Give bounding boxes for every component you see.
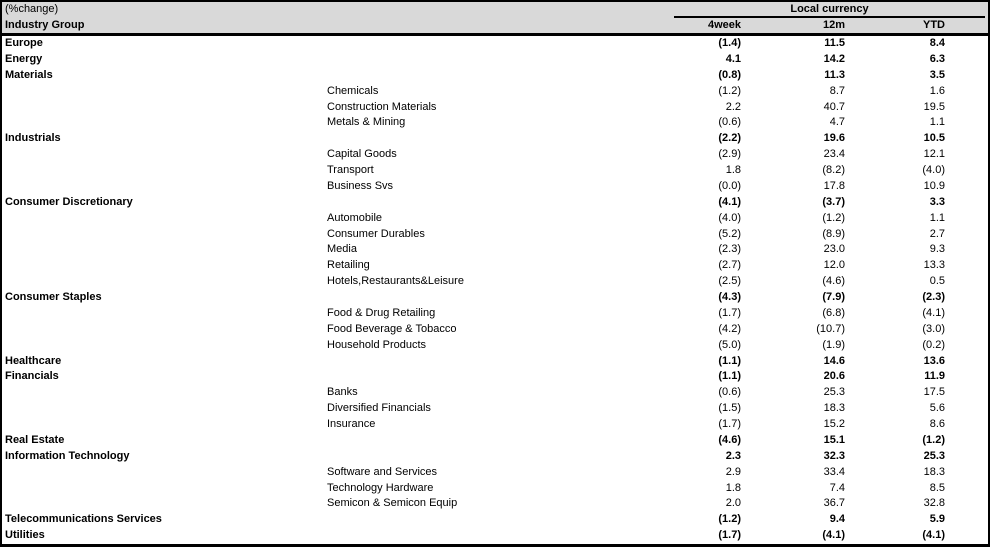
row-right-spacer (945, 385, 988, 401)
table-row (2, 449, 988, 465)
table-row (2, 68, 988, 84)
value-ytd: (4.0) (922, 164, 945, 176)
value-ytd: 13.3 (923, 259, 945, 272)
value-4week: (1.1) (718, 354, 741, 367)
industry-label: Healthcare (5, 354, 62, 367)
value-ytd: (2.3) (922, 291, 945, 303)
value-12m: (6.8) (822, 306, 845, 319)
value-4week: (5.0) (718, 338, 741, 351)
header-row-currency (2, 2, 988, 18)
table-row (2, 290, 988, 306)
value-ytd: 2.7 (929, 227, 945, 240)
row-right-spacer (945, 147, 988, 163)
value-12m: 8.7 (829, 84, 845, 97)
column-header-4week: 4week (707, 19, 741, 31)
table-row (2, 211, 988, 227)
row-right-spacer (945, 52, 988, 68)
industry-label: Consumer Discretionary (5, 195, 133, 208)
table-row (2, 52, 988, 68)
industry-label: Capital Goods (327, 148, 397, 161)
industry-label: Real Estate (5, 433, 65, 446)
table-row (2, 512, 988, 528)
table-row (2, 84, 988, 100)
industry-label: Utilities (5, 529, 45, 542)
value-ytd: (4.1) (922, 529, 945, 542)
value-4week: (1.2) (718, 84, 741, 97)
value-ytd: 10.9 (923, 179, 945, 192)
value-ytd: 6.3 (929, 52, 945, 65)
value-12m: 4.7 (829, 116, 845, 129)
value-ytd: 13.6 (923, 354, 945, 367)
value-12m: 15.2 (823, 418, 845, 430)
industry-label: Transport (327, 164, 374, 176)
value-12m: 14.6 (823, 354, 845, 367)
value-12m: 19.6 (823, 132, 845, 145)
value-4week: (2.5) (718, 275, 741, 288)
industry-label: Energy (5, 52, 43, 65)
value-4week: (1.4) (718, 37, 741, 49)
table-row (2, 369, 988, 385)
value-12m: 7.4 (829, 481, 845, 494)
value-12m: 33.4 (823, 465, 845, 478)
value-12m: 12.0 (823, 259, 845, 272)
industry-label: Telecommunications Services (5, 513, 162, 526)
industry-label: Materials (5, 68, 53, 81)
row-right-spacer (945, 179, 988, 195)
value-4week: (1.7) (718, 306, 741, 319)
value-12m: 32.3 (823, 449, 845, 462)
row-right-spacer (945, 227, 988, 243)
industry-label: Industrials (5, 132, 61, 145)
industry-label: Consumer Staples (5, 291, 102, 303)
row-right-spacer (945, 401, 988, 417)
industry-label: Semicon & Semicon Equip (327, 497, 458, 510)
value-ytd: 3.5 (929, 68, 945, 81)
row-right-spacer (945, 338, 988, 354)
value-4week: (1.5) (718, 402, 741, 415)
value-12m: 11.3 (824, 68, 845, 81)
value-4week: 4.1 (725, 52, 741, 65)
value-4week: (1.7) (718, 418, 741, 430)
value-ytd: 25.3 (923, 449, 945, 462)
row-right-spacer (945, 163, 988, 179)
value-ytd: 8.5 (929, 481, 945, 494)
industry-label: Business Svs (327, 179, 394, 192)
value-ytd: 5.6 (929, 402, 945, 415)
industry-label: Metals & Mining (327, 116, 406, 129)
value-4week: 2.9 (725, 465, 741, 478)
industry-label: Europe (5, 37, 43, 49)
row-right-spacer (945, 84, 988, 100)
table-body (2, 36, 988, 544)
value-4week: (0.6) (718, 116, 741, 129)
value-4week: 2.2 (725, 100, 741, 113)
industry-label: Media (327, 243, 357, 256)
industry-label: Household Products (327, 338, 427, 351)
value-4week: (0.0) (718, 179, 741, 192)
table-row (2, 433, 988, 449)
row-right-spacer (945, 131, 988, 147)
value-ytd: 1.1 (929, 116, 945, 129)
table-row (2, 100, 988, 116)
value-ytd: 32.8 (923, 497, 945, 510)
table-row (2, 115, 988, 131)
value-12m: 9.4 (829, 513, 845, 526)
table-row (2, 385, 988, 401)
value-12m: 14.2 (823, 52, 845, 65)
column-header-ytd: YTD (923, 19, 945, 31)
value-ytd: 12.1 (923, 148, 945, 161)
table-row (2, 417, 988, 433)
row-right-spacer (945, 322, 988, 338)
value-ytd: 11.9 (924, 370, 945, 383)
table-row (2, 131, 988, 147)
value-ytd: 9.3 (929, 243, 945, 256)
value-4week: 1.8 (725, 481, 741, 494)
table-row (2, 147, 988, 163)
value-12m: (3.7) (822, 195, 845, 208)
table-header (2, 2, 988, 36)
value-12m: 17.8 (823, 179, 845, 192)
row-right-spacer (945, 195, 988, 211)
row-right-spacer (945, 115, 988, 131)
table-row (2, 322, 988, 338)
value-ytd: (4.1) (922, 306, 945, 319)
row-right-spacer (945, 68, 988, 84)
value-12m: (4.1) (822, 529, 845, 542)
row-right-spacer (945, 528, 988, 544)
row-right-spacer (945, 465, 988, 481)
industry-group-column-header: Industry Group (5, 19, 85, 31)
row-right-spacer (945, 36, 988, 52)
value-12m: 15.1 (823, 433, 845, 446)
industry-label: Automobile (327, 211, 383, 224)
value-4week: (4.3) (718, 291, 741, 303)
value-12m: (1.2) (822, 211, 845, 224)
table-row (2, 36, 988, 52)
value-12m: 25.3 (823, 386, 845, 399)
row-right-spacer (945, 369, 988, 385)
value-ytd: 5.9 (929, 513, 945, 526)
row-right-spacer (945, 481, 988, 497)
value-12m: (1.9) (822, 338, 845, 351)
value-12m: 18.3 (823, 402, 845, 415)
value-ytd: 0.5 (929, 275, 945, 288)
value-4week: (2.2) (718, 132, 741, 145)
value-ytd: 1.1 (929, 211, 945, 224)
table-row (2, 274, 988, 290)
row-right-spacer (945, 258, 988, 274)
industry-label: Insurance (327, 418, 376, 430)
value-4week: (2.7) (718, 259, 741, 272)
row-right-spacer (945, 354, 988, 370)
value-4week: (2.3) (718, 243, 741, 256)
industry-label: Information Technology (5, 449, 130, 462)
value-ytd: (1.2) (922, 433, 945, 446)
row-right-spacer (945, 433, 988, 449)
industry-label: Financials (5, 370, 59, 383)
row-right-spacer (945, 306, 988, 322)
value-12m: (7.9) (822, 291, 845, 303)
value-4week: (1.7) (718, 529, 741, 542)
row-right-spacer (945, 417, 988, 433)
table-row (2, 258, 988, 274)
industry-label: Construction Materials (327, 100, 437, 113)
value-ytd: 1.6 (929, 84, 945, 97)
table-row (2, 401, 988, 417)
value-4week: (4.6) (718, 433, 741, 446)
value-ytd: 8.4 (929, 37, 945, 49)
table-row (2, 481, 988, 497)
table-row (2, 465, 988, 481)
header-row-columns (2, 18, 988, 33)
value-12m: 40.7 (823, 100, 845, 113)
value-4week: (1.2) (718, 513, 741, 526)
industry-label: Hotels,Restaurants&Leisure (327, 275, 464, 288)
table-row (2, 338, 988, 354)
row-right-spacer (945, 211, 988, 227)
table-row (2, 227, 988, 243)
industry-label: Food & Drug Retailing (327, 306, 436, 319)
value-12m: 36.7 (823, 497, 845, 510)
row-right-spacer (945, 512, 988, 528)
value-12m: (8.9) (822, 227, 845, 240)
table-row (2, 528, 988, 544)
value-12m: (10.7) (816, 322, 845, 335)
value-ytd: (0.2) (922, 338, 945, 351)
value-4week: 1.8 (725, 164, 741, 176)
value-12m: 23.0 (823, 243, 845, 256)
industry-label: Software and Services (327, 465, 438, 478)
row-right-spacer (945, 290, 988, 306)
industry-label: Consumer Durables (327, 227, 425, 240)
table-row (2, 242, 988, 258)
table-row (2, 306, 988, 322)
industry-label: Food Beverage & Tobacco (327, 322, 457, 335)
industry-label: Diversified Financials (327, 402, 431, 415)
value-12m: 23.4 (823, 148, 845, 161)
table-row (2, 179, 988, 195)
row-right-spacer (945, 449, 988, 465)
value-4week: 2.3 (725, 449, 741, 462)
value-4week: 2.0 (725, 497, 741, 510)
row-right-spacer (945, 100, 988, 116)
value-4week: (5.2) (718, 227, 741, 240)
value-12m: (4.6) (822, 275, 845, 288)
industry-label: Banks (327, 386, 358, 399)
value-ytd: 8.6 (929, 418, 945, 430)
value-ytd: (3.0) (922, 322, 945, 335)
industry-label: Retailing (327, 259, 370, 272)
row-right-spacer (945, 274, 988, 290)
value-4week: (4.2) (718, 322, 741, 335)
table-row (2, 496, 988, 512)
row-right-spacer (945, 242, 988, 258)
value-12m: 20.6 (823, 370, 845, 383)
value-ytd: 10.5 (923, 132, 945, 145)
value-ytd: 18.3 (923, 465, 945, 478)
value-12m: 11.5 (824, 37, 845, 49)
value-12m: (8.2) (822, 164, 845, 176)
row-right-spacer (945, 496, 988, 512)
value-4week: (0.6) (718, 386, 741, 399)
percent-change-label: (%change) (5, 3, 59, 15)
value-4week: (1.1) (718, 370, 741, 383)
value-4week: (0.8) (718, 68, 741, 81)
industry-label: Technology Hardware (327, 481, 434, 494)
value-ytd: 19.5 (923, 100, 945, 113)
value-ytd: 17.5 (923, 386, 945, 399)
value-ytd: 3.3 (929, 195, 945, 208)
value-4week: (2.9) (718, 148, 741, 161)
industry-label: Chemicals (327, 84, 379, 97)
table-row (2, 354, 988, 370)
column-header-12m: 12m (822, 19, 845, 31)
value-4week: (4.0) (718, 211, 741, 224)
header-right-spacer (945, 18, 988, 33)
table-row (2, 163, 988, 179)
value-4week: (4.1) (718, 195, 741, 208)
table-row (2, 195, 988, 211)
local-currency-group-header: Local currency (674, 2, 985, 18)
